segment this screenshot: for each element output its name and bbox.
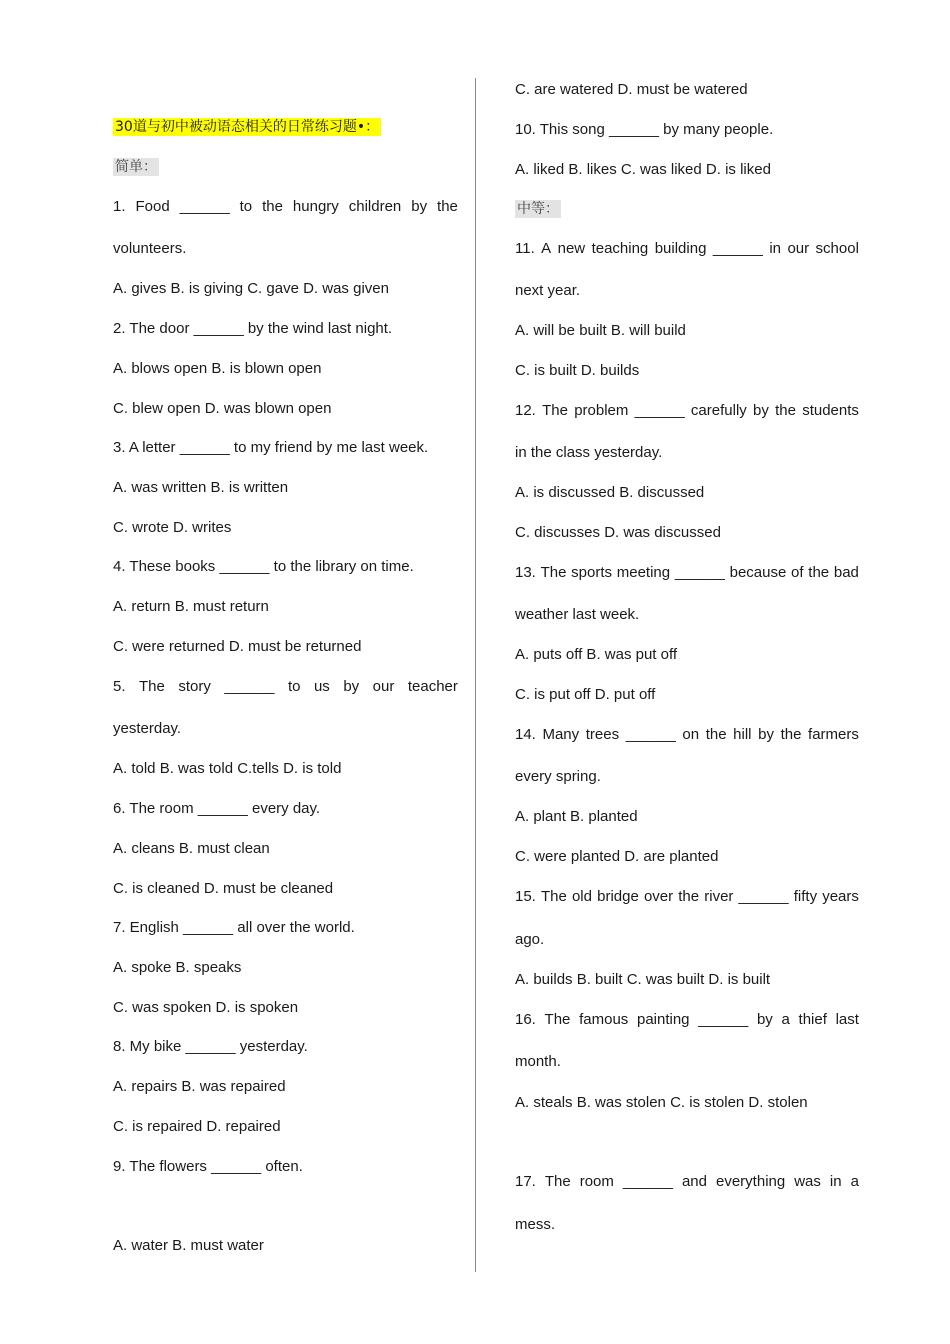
word: The — [540, 888, 567, 905]
question-12-continued: in the class yesterday. — [515, 444, 663, 461]
word: A — [541, 240, 552, 257]
question-14 — [515, 725, 859, 745]
word: of — [791, 564, 804, 581]
question-4: 4. These books ______ to the library on time. — [113, 558, 414, 575]
question-14-options-b: C. were planted D. are planted — [515, 848, 719, 865]
word: students — [802, 402, 859, 419]
word: new — [557, 240, 586, 257]
word: our — [787, 240, 810, 257]
question-1-continued: volunteers. — [113, 240, 187, 257]
word: bridge — [597, 888, 639, 905]
word: the — [808, 564, 830, 581]
question-3-options-b: C. wrote D. writes — [113, 519, 232, 536]
word: by — [753, 402, 769, 419]
question-4-options-a: A. return B. must return — [113, 598, 269, 615]
word: a — [850, 1173, 859, 1190]
word: building — [654, 240, 707, 257]
word: teaching — [591, 240, 649, 257]
word: ______ — [179, 198, 230, 215]
word: ______ — [224, 678, 275, 695]
question-13 — [515, 563, 859, 583]
word: everything — [716, 1173, 786, 1190]
question-7-options-b: C. was spoken D. is spoken — [113, 999, 299, 1016]
question-10: 10. This song ______ by many people. — [515, 121, 774, 138]
question-9-options-b: C. are watered D. must be watered — [515, 81, 748, 98]
question-11-options-a: A. will be built B. will build — [515, 322, 686, 339]
question-12-options-b: C. discusses D. was discussed — [515, 524, 721, 541]
question-10-options: A. liked B. likes C. was liked D. is liked — [515, 161, 771, 178]
word: sports — [571, 564, 613, 581]
word: the — [678, 888, 700, 905]
word: ______ — [674, 564, 725, 581]
question-2-options-a: A. blows open B. is blown open — [113, 360, 322, 377]
word: farmers — [808, 726, 859, 743]
word: famous — [579, 1011, 629, 1028]
word: ______ — [634, 402, 685, 419]
word: Food — [135, 198, 170, 215]
question-15 — [515, 887, 859, 907]
word: story — [178, 678, 211, 695]
word: The — [544, 1173, 571, 1190]
word: hungry — [292, 198, 339, 215]
question-1-options: A. gives B. is giving C. gave D. was given — [113, 280, 389, 297]
question-5 — [113, 677, 458, 697]
question-2-options-b: C. blew open D. was blown open — [113, 400, 332, 417]
column-divider — [475, 78, 476, 1272]
word: by — [758, 726, 774, 743]
question-13-options-a: A. puts off B. was put off — [515, 646, 678, 663]
question-17-continued: mess. — [515, 1216, 556, 1233]
question-3-options-a: A. was written B. is written — [113, 479, 289, 496]
word: years — [822, 888, 859, 905]
question-11-continued: next year. — [515, 282, 581, 299]
question-9: 9. The flowers ______ often. — [113, 1158, 303, 1175]
word: hill — [733, 726, 752, 743]
word: the — [437, 198, 458, 215]
word: a — [781, 1011, 790, 1028]
question-13-continued: weather last week. — [515, 606, 640, 623]
word: ______ — [625, 726, 676, 743]
question-5-options: A. told B. was told C.tells D. is told — [113, 760, 342, 777]
word: children — [348, 198, 402, 215]
question-3: 3. A letter ______ to my friend by me last week. — [113, 439, 429, 456]
question-2: 2. The door ______ by the wind last night. — [113, 320, 393, 337]
word: fifty — [793, 888, 818, 905]
word: was — [794, 1173, 821, 1190]
word: 14. — [515, 726, 536, 743]
question-5-continued: yesterday. — [113, 720, 182, 737]
word: trees — [585, 726, 620, 743]
word: old — [571, 888, 592, 905]
word: the — [780, 726, 802, 743]
word: problem — [574, 402, 629, 419]
question-14-options-a: A. plant B. planted — [515, 808, 638, 825]
word: 5. — [113, 678, 126, 695]
question-13-options-b: C. is put off D. put off — [515, 686, 656, 703]
word: river — [704, 888, 734, 905]
word: over — [643, 888, 674, 905]
question-11 — [515, 239, 859, 259]
word: the — [262, 198, 283, 215]
section-easy-label: 简单： — [115, 159, 157, 175]
question-8: 8. My bike ______ yesterday. — [113, 1038, 308, 1055]
word: bad — [833, 564, 859, 581]
question-16-continued: month. — [515, 1053, 561, 1070]
word: 11. — [515, 240, 535, 257]
word: ______ — [738, 888, 789, 905]
word: to — [239, 198, 253, 215]
question-16 — [515, 1010, 859, 1030]
document-title — [113, 117, 458, 137]
word: last — [835, 1011, 859, 1028]
question-9-options-a: A. water B. must water — [113, 1237, 264, 1254]
question-8-options-a: A. repairs B. was repaired — [113, 1078, 286, 1095]
word: us — [313, 678, 330, 695]
word: teacher — [407, 678, 458, 695]
word: because — [729, 564, 787, 581]
word: in — [769, 240, 782, 257]
word: ______ — [698, 1011, 749, 1028]
question-7-options-a: A. spoke B. speaks — [113, 959, 242, 976]
word: 1. — [113, 198, 126, 215]
word: carefully — [690, 402, 747, 419]
word: The — [540, 564, 567, 581]
question-7: 7. English ______ all over the world. — [113, 919, 355, 936]
word: school — [815, 240, 859, 257]
word: the — [705, 726, 727, 743]
word: by — [411, 198, 428, 215]
question-1 — [113, 197, 458, 217]
question-16-options: A. steals B. was stolen C. is stolen D. stolen — [515, 1094, 808, 1111]
word: and — [681, 1173, 707, 1190]
word: ______ — [622, 1173, 673, 1190]
word: 15. — [515, 888, 536, 905]
word: 12. — [515, 402, 536, 419]
word: meeting — [616, 564, 671, 581]
question-6-options-a: A. cleans B. must clean — [113, 840, 270, 857]
question-15-options: A. builds B. built C. was built D. is built — [515, 971, 771, 988]
question-6-options-b: C. is cleaned D. must be cleaned — [113, 880, 334, 897]
word: Many — [542, 726, 580, 743]
word: 17. — [515, 1173, 536, 1190]
word: our — [372, 678, 395, 695]
word: on — [682, 726, 700, 743]
question-17 — [515, 1172, 859, 1192]
question-6: 6. The room ______ every day. — [113, 800, 321, 817]
word: the — [775, 402, 796, 419]
word: ______ — [712, 240, 763, 257]
question-14-continued: every spring. — [515, 768, 601, 785]
word: thief — [798, 1011, 827, 1028]
section-medium-heading — [515, 199, 859, 219]
section-easy-heading — [113, 157, 458, 177]
title-highlight: 30道与初中被动语态相关的日常练习题•： — [115, 119, 380, 135]
question-12 — [515, 401, 859, 421]
word: in — [829, 1173, 842, 1190]
word: by — [756, 1011, 773, 1028]
question-12-options-a: A. is discussed B. discussed — [515, 484, 705, 501]
word: The — [544, 1011, 571, 1028]
question-4-options-b: C. were returned D. must be returned — [113, 638, 362, 655]
section-medium-label: 中等： — [517, 201, 559, 217]
word: room — [579, 1173, 614, 1190]
word: The — [139, 678, 165, 695]
word: by — [343, 678, 360, 695]
word: painting — [636, 1011, 690, 1028]
word: to — [287, 678, 301, 695]
word: 13. — [515, 564, 536, 581]
question-11-options-b: C. is built D. builds — [515, 362, 640, 379]
question-8-options-b: C. is repaired D. repaired — [113, 1118, 281, 1135]
word: The — [542, 402, 568, 419]
question-15-continued: ago. — [515, 931, 545, 948]
word: 16. — [515, 1011, 536, 1028]
